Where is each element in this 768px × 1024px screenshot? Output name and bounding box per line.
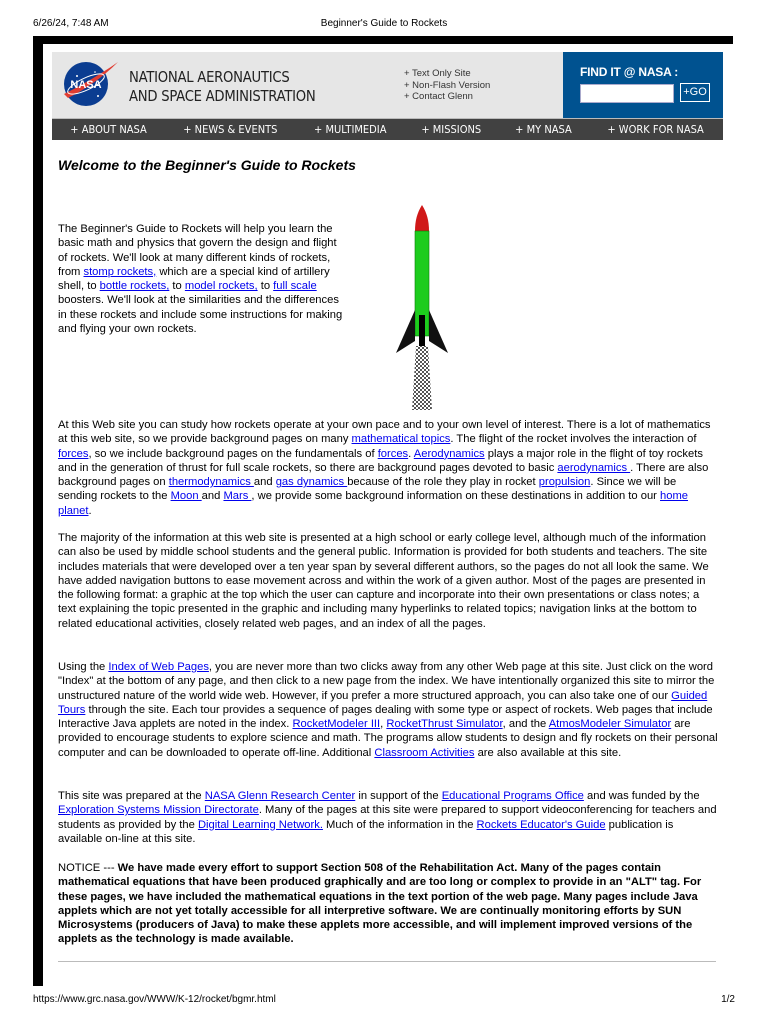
link-aerodynamics-2[interactable]: aerodynamics xyxy=(557,461,631,474)
agency-name xyxy=(129,68,316,106)
paragraph-prepared: This site was prepared at the NASA Glenn Research Center in support of the Educational Programs Office and was funded by the Exploration Systems Mission Directorate. Many of the pages at this site were prepared to support videoconferencing for teachers and students as provided by the Digital Learning Network. Much of the information in the Rockets Educator's Guide publication is available on-line at this site. xyxy=(58,790,717,845)
print-header xyxy=(0,0,768,36)
intro-paragraph: The Beginner's Guide to Rockets will help you learn the basic math and physics that govern the design and flight of rockets. We'll look at many different kinds of rockets, from stomp rockets, which are a special kind of artillery shell, to bottle rockets, to model rockets, to full scale boosters. We'll look at the similarities and the differences in these rockets and include some instructions for making and flying your own rockets. xyxy=(58,223,343,336)
link-mathematical-topics[interactable]: mathematical topics xyxy=(351,433,451,446)
print-datetime: 6/26/24, 7:48 AM xyxy=(33,18,109,29)
link-glenn-research-center[interactable]: NASA Glenn Research Center xyxy=(204,790,356,802)
rocket-image xyxy=(392,205,452,410)
quick-links xyxy=(404,68,490,103)
page-frame-left xyxy=(33,36,43,986)
page-title: Welcome to the Beginner's Guide to Rockets xyxy=(58,157,356,173)
link-mars[interactable]: Mars xyxy=(223,490,252,503)
link-thermodynamics[interactable]: thermodynamics xyxy=(168,476,254,489)
paragraph-majority: The majority of the information at this web site is presented at a high school or early college level, although much of the information can also be used by middle school students and the general public. Information is provided for both students and teachers. The site includes materials that were developed over a ten year span by several different authors, so the pages do not all look the same. We have added navigation buttons to ease movement across and within the work of a given author. Most of the pages are presented in the following format: a graphic at the top which the user can capture and incorporate into their own presentations or class notes; a text explaining the topic presented in the graphic and including many hyperlinks to related topics; navigation links at the bottom to related educational activities, closely related web pages, and an index of all the pages. xyxy=(58,532,709,630)
link-digital-learning-network[interactable]: Digital Learning Network. xyxy=(197,818,323,831)
paragraph-study: At this Web site you can study how rockets operate at your own pace and to your own level of interest. There is a lot of mathematics at this web site, so we provide background pages on many mathematical topics. The flight of the rocket involves the interaction of forces, so we include background pages on the fundamentals of forces. Aerodynamics plays a major role in the flight of toy rockets and in the generation of thrust for full scale rockets, so there are background pages devoted to basic aerodynamics . There are also background pages on thermodynamics and gas dynamics because of the role they play in rocket propulsion. Since we will be sending rockets to the Moon and Mars , we provide some background information on these destinations in addition to our home planet. xyxy=(58,419,711,517)
notice-paragraph: NOTICE --- We have made every effort to support Section 508 of the Rehabilitation Act. Many of the pages contain mathematical equations that have been produced graphically and are too long or complex to provide in an "ALT" tag. For these pages, we have included the mathematical equations in the text portion of the web page. Many pages include Java applets which are not yet totally accessible for all interpretive software. We are continually monitoring efforts by SUN Microsystems (producers of Java) to make these applets more accessible, and will implement improved versions of the applets as the technology is made available. xyxy=(58,862,702,946)
link-aerodynamics-1[interactable]: Aerodynamics xyxy=(413,447,485,460)
nav-multimedia[interactable]: + MULTIMEDIA xyxy=(314,123,387,136)
nav-news-events[interactable]: + NEWS & EVENTS xyxy=(183,123,278,136)
nav-missions[interactable]: + MISSIONS xyxy=(421,123,482,136)
link-forces-1[interactable]: forces xyxy=(58,447,89,460)
link-bottle-rockets[interactable]: bottle rockets, xyxy=(99,280,170,293)
quicklink-text-only[interactable]: + Text Only Site xyxy=(404,68,471,79)
find-it-panel xyxy=(563,52,723,118)
quicklink-contact[interactable]: + Contact Glenn xyxy=(404,91,473,102)
divider xyxy=(58,961,716,962)
logo-text: NASA xyxy=(70,79,102,91)
agency-line-2: AND SPACE ADMINISTRATION xyxy=(129,87,316,105)
print-footer xyxy=(0,992,768,1022)
search-input[interactable] xyxy=(580,84,674,103)
link-propulsion[interactable]: propulsion xyxy=(538,476,591,489)
quicklink-non-flash[interactable]: + Non-Flash Version xyxy=(404,79,491,91)
link-rocketthrust-simulator[interactable]: RocketThrust Simulator xyxy=(386,718,503,731)
nasa-meatball-logo[interactable] xyxy=(62,58,120,108)
link-exploration-systems[interactable]: Exploration Systems Mission Directorate xyxy=(58,804,259,817)
link-educational-programs-office[interactable]: Educational Programs Office xyxy=(441,790,584,802)
go-button[interactable]: +GO xyxy=(680,83,710,102)
link-stomp-rockets[interactable]: stomp rockets, xyxy=(83,265,157,278)
nav-about-nasa[interactable]: + ABOUT NASA xyxy=(69,123,147,136)
link-classroom-activities[interactable]: Classroom Activities xyxy=(374,746,475,759)
link-model-rockets[interactable]: model rockets, xyxy=(184,280,258,293)
link-gas-dynamics[interactable]: gas dynamics xyxy=(275,476,348,489)
nav-my-nasa[interactable]: + MY NASA xyxy=(514,123,572,136)
link-forces-2[interactable]: forces xyxy=(377,447,409,460)
find-it-label: FIND IT @ NASA : xyxy=(580,65,679,79)
link-home-planet[interactable]: home planet xyxy=(58,490,689,517)
link-moon[interactable]: Moon xyxy=(170,490,202,503)
nasa-header xyxy=(52,52,723,119)
main-nav xyxy=(52,119,723,140)
agency-line-1: NATIONAL AERONAUTICS xyxy=(129,68,290,86)
link-index-of-web-pages[interactable]: Index of Web Pages xyxy=(108,661,209,673)
link-guided-tours[interactable]: Guided Tours xyxy=(58,689,708,716)
print-page-number: 1/2 xyxy=(721,994,735,1005)
link-rockets-educators-guide[interactable]: Rockets Educator's Guide xyxy=(476,818,606,831)
print-url: https://www.grc.nasa.gov/WWW/K-12/rocket/bgmr.html xyxy=(33,994,276,1005)
page-frame-top xyxy=(33,36,733,44)
nav-work-for-nasa[interactable]: + WORK FOR NASA xyxy=(607,123,704,136)
link-atmosmodeler-simulator[interactable]: AtmosModeler Simulator xyxy=(548,718,672,731)
print-title: Beginner's Guide to Rockets xyxy=(320,18,448,29)
paragraph-index: Using the Index of Web Pages, you are never more than two clicks away from any other Web page at this site. Just click on the word "Index" at the bottom of any page, and then click to a new page from the index. We have intentionally organized this site to mirror the unstructured nature of the world wide web. However, if you prefer a more structured approach, you can also take one of our Guided Tours through the site. Each tour provides a sequence of pages dealing with some type or aspect of rockets. Web pages that include Interactive Java applets are noted in the index. RocketModeler III, RocketThrust Simulator, and the AtmosModeler Simulator are provided to encourage students to explore science and math. The programs allow students to design and fly rockets on their personal computer and can be downloaded to operate off-line. Additional Classroom Activities are also available at this site. xyxy=(58,661,718,759)
link-rocketmodeler[interactable]: RocketModeler III xyxy=(292,718,381,731)
link-full-scale[interactable]: full scale xyxy=(273,280,317,293)
